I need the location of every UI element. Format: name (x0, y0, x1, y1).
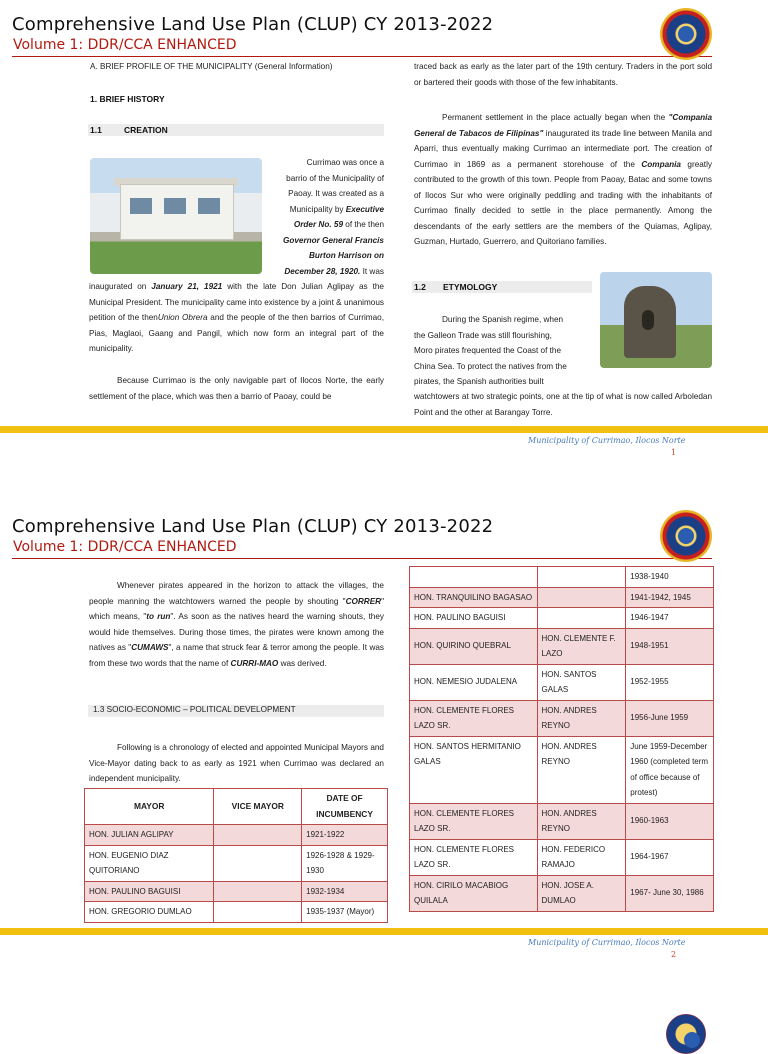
settlement-paragraph-top: traced back as early as the later part of the 19th century. Traders in the port sold or bartered their goods with those of the few inhabitants. (414, 62, 712, 87)
municipal-seal-logo (660, 8, 712, 60)
etymology-side-text: During the Spanish regime, when the Galleon Trade was still flourishing, Moro pirates frequented the Coast of the China Sea. To protect the natives from the pirates, the Spanish authorities built (414, 315, 567, 386)
header-rule (12, 558, 712, 559)
section-1-1-number: 1.1 (90, 125, 102, 135)
table-row: HON. JULIAN AGLIPAY 1921-1922 (85, 825, 388, 846)
table-row: HON. NEMESIO JUDALENA HON. SANTOS GALAS 1952-1955 (410, 664, 714, 700)
table-row: HON. PAULINO BAGUISI 1946-1947 (410, 608, 714, 629)
creation-side-text: Currimao was once a barrio of the Municipality of Paoay. It was created as a Municipality by Executive Order No. 59 of the then Governor General Francis Burton Harrison on December 28, 1920. It was (282, 158, 384, 276)
footer-rule (0, 426, 768, 433)
mayors-table-left (84, 788, 388, 923)
document-subtitle: Volume 1: DDR/CCA ENHANCED (13, 539, 237, 555)
municipal-seal-logo (660, 510, 712, 562)
column-header-mayor: MAYOR (85, 789, 214, 825)
table-header-row (85, 789, 388, 825)
section-1-2-number: 1.2 (414, 282, 426, 292)
table-row: HON. PAULINO BAGUISI 1932-1934 (85, 881, 388, 902)
municipal-seal-logo (666, 1014, 706, 1054)
section-bar-1-2 (412, 281, 592, 293)
pirates-paragraph: Whenever pirates appeared in the horizon to attack the villages, the people manning the watchtowers warned the people by shouting "CORRER" which means, "to run". As soon as the natives heard the warning shouts, they would hide themselves. During those times, the pirates were known among the natives as "CUMAWS", a name that struck fear & terror among the people. It was from these two words that the name of CURRI-MAO was derived. (89, 581, 385, 668)
table-row: HON. GREGORIO DUMLAO 1935-1937 (Mayor) (85, 902, 388, 923)
table-row: HON. CLEMENTE FLORES LAZO SR. HON. ANDRES REYNO 1956-June 1959 (410, 700, 714, 736)
footer-municipality: Municipality of Currimao, Ilocos Norte (528, 938, 686, 947)
settlement-paragraph: Permanent settlement in the place actually began when the "Compania General de Tabacos de Filipinas" inaugurated its trade line between Manila and Aparri, thus eventually making Currimao an intermediate port. The creation of Currimao in 1869 as a permanent storehouse of the Compania greatly contributed to the growth of this town. People from Paoay, Batac and some towns of Ilocos Sur who were originally peddling and trading with the inhabitants of Currimao finally decided to settle in the place permanently. Among the descendants of the early settlers are the members of the Quiamas, Aglipay, Guzman, Hurtado, Guerrero, and Quitoriano families. (414, 113, 712, 246)
document-title: Comprehensive Land Use Plan (CLUP) CY 2013-2022 (12, 14, 494, 35)
page-number: 1 (671, 448, 677, 457)
document-title: Comprehensive Land Use Plan (CLUP) CY 2013-2022 (12, 516, 494, 537)
table-row: HON. CLEMENTE FLORES LAZO SR. HON. ANDRES REYNO 1960-1963 (410, 803, 714, 839)
footer-rule (0, 928, 768, 935)
column-header-date: DATE OF INCUMBENCY (302, 789, 388, 825)
section-1-3-heading: 1.3 SOCIO-ECONOMIC – POLITICAL DEVELOPMENT (93, 705, 296, 714)
document-page-1 (0, 0, 768, 502)
section-a-heading: A. BRIEF PROFILE OF THE MUNICIPALITY (General Information) (90, 62, 333, 71)
document-page-3-partial (0, 1004, 768, 1024)
etymology-paragraph-end: watchtowers at two strategic points, one at the tip of what is now called Arboledan Point and the other at Barangay Torre. (414, 392, 712, 417)
creation-paragraph: inaugurated on January 21, 1921 with the late Don Julian Aglipay as the Municipal President. The municipality came into existence by a joint & unanimous petition of the thenUnion Obrera and the people of the then barrios of Currimao, Pias, Maglaoi, Gaang and Pangil, which now form an integral part of the municipality. (89, 282, 385, 353)
document-subtitle: Volume 1: DDR/CCA ENHANCED (13, 37, 237, 53)
table-row: HON. EUGENIO DIAZ QUITORIANO 1926-1928 & 1929-1930 (85, 845, 388, 881)
header-rule (12, 56, 712, 57)
watchtower-ruins-photo (600, 272, 712, 368)
page-number: 2 (671, 950, 677, 959)
section-1-heading: 1. BRIEF HISTORY (90, 94, 165, 104)
document-page-2 (0, 502, 768, 1004)
table-row: HON. CIRILO MACABIOG QUILALA HON. JOSE A. DUMLAO 1967- June 30, 1986 (410, 875, 714, 911)
navigable-paragraph: Because Currimao is the only navigable part of Ilocos Norte, the early settlement of the place, which was then a barrio of Paoay, could be (89, 376, 384, 401)
table-row: HON. CLEMENTE FLORES LAZO SR. HON. FEDERICO RAMAJO 1964-1967 (410, 839, 714, 875)
column-header-vice-mayor: VICE MAYOR (214, 789, 302, 825)
mayors-table-right (409, 566, 714, 912)
table-row: 1938-1940 (410, 567, 714, 588)
section-1-2-title: ETYMOLOGY (443, 282, 498, 292)
chronology-paragraph: Following is a chronology of elected and appointed Municipal Mayors and Vice-Mayor dating back to as early as 1921 when Currimao was declared an independent municipality. (89, 743, 384, 783)
table-row: HON. QUIRINO QUEBRAL HON. CLEMENTE F. LAZO 1948-1951 (410, 628, 714, 664)
table-row: HON. SANTOS HERMITANIO GALAS HON. ANDRES REYNO June 1959-December 1960 (completed term of office because of protest) (410, 736, 714, 803)
footer-municipality: Municipality of Currimao, Ilocos Norte (528, 436, 686, 445)
section-1-1-title: CREATION (124, 125, 168, 135)
table-row: HON. TRANQUILINO BAGASAO 1941-1942, 1945 (410, 587, 714, 608)
municipal-hall-photo (90, 158, 262, 274)
